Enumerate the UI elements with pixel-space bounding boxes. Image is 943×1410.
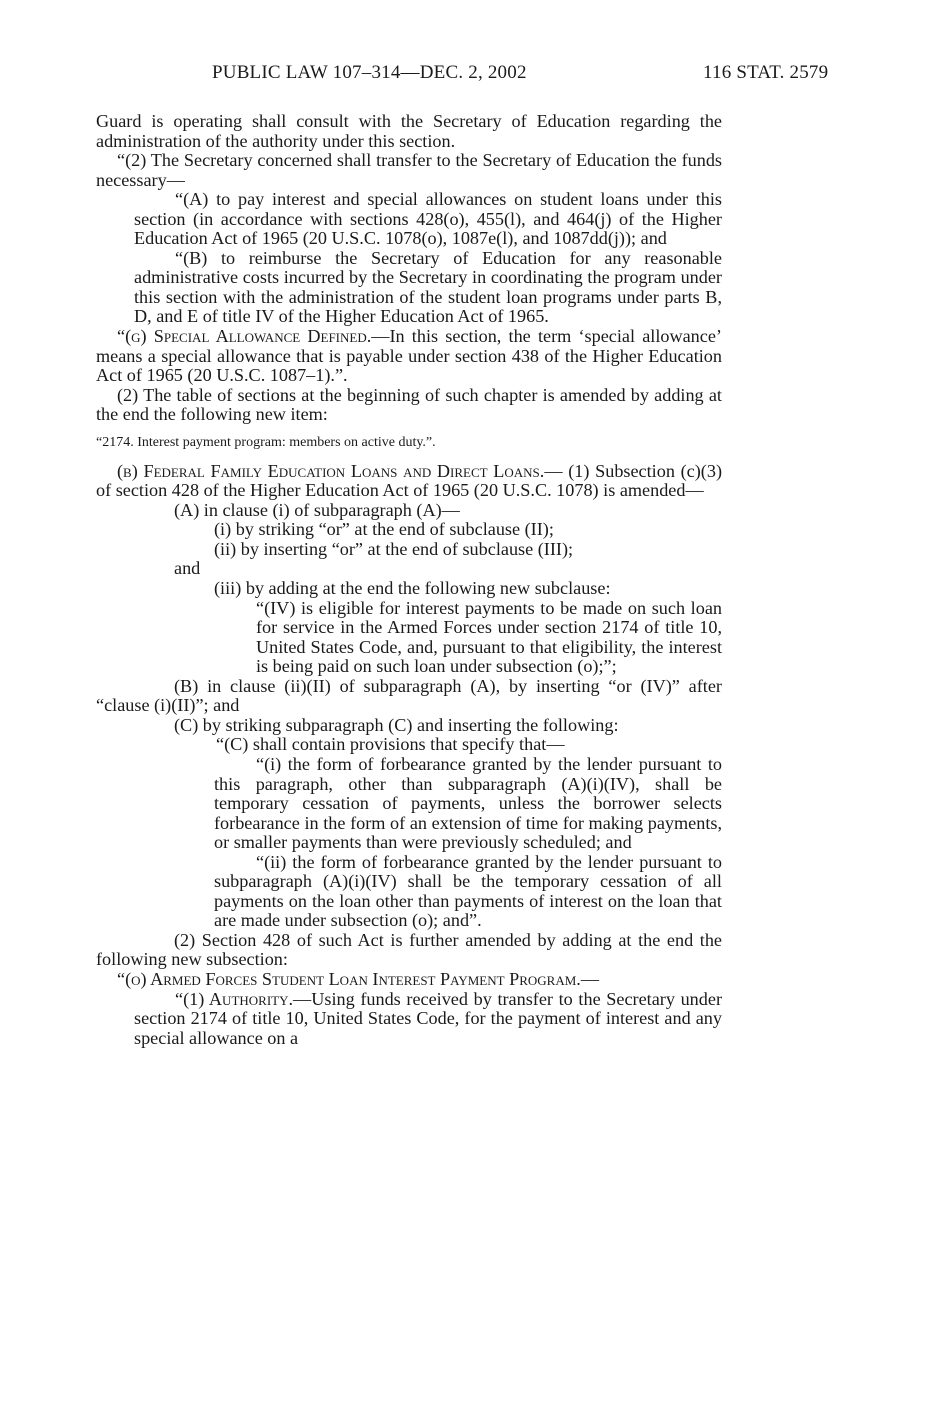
running-header xyxy=(0,62,943,88)
subparagraph-b: “(B) to reimburse the Secretary of Education for any reasonable administrative costs incurred by the Secretary in coordinating the program under this section with the administration of the student loan programs under parts B, D, and E of title IV of the Higher Education Act of 1965. xyxy=(134,247,722,327)
new-subsection-o xyxy=(96,970,722,990)
clause-a-i: (i) by striking “or” at the end of subclause (II); xyxy=(214,519,554,540)
clause-a-ii: (ii) by inserting “or” at the end of subclause (III); xyxy=(214,538,574,559)
paragraph-2: “(2) The Secretary concerned shall transfer to the Secretary of Education the funds necessary— xyxy=(96,150,722,190)
subsection-g-heading: “(g) Special Allowance Defined. xyxy=(117,326,372,347)
authority-text: —Using funds received by transfer to the Secretary under section 2174 of title 10, United States Code, for the payment of interest and any special allowance on a xyxy=(134,988,722,1048)
statute-page-number: 116 STAT. 2579 xyxy=(703,62,829,83)
paragraph-2-section-428: (2) Section 428 of such Act is further amended by adding at the end the following new subsection: xyxy=(96,929,722,970)
authority-heading: “(1) Authority. xyxy=(175,988,294,1009)
subsection-b-heading: (b) Federal Family Education Loans and Direct Loans. xyxy=(117,460,545,481)
subsection-o-dash: — xyxy=(580,968,600,989)
new-subparagraph-c: “(C) shall contain provisions that specify that— xyxy=(216,734,565,755)
law-citation: PUBLIC LAW 107–314—DEC. 2, 2002 xyxy=(212,62,527,83)
subsection-o-paragraph-1 xyxy=(96,990,722,1049)
new-subclause-iv: “(IV) is eligible for interest payments to be made on such loan for service in the Armed Forces under section 2174 of title 10, United States Code, and, pursuant to that eligibility, the interest is being paid on such loan under subsection (o);”; xyxy=(256,597,722,677)
subparagraph-a: “(A) to pay interest and special allowances on student loans under this section (in accordance with sections 428(o), 455(l), and 464(j) of the Higher Education Act of 1965 (20 U.S.C. 1078(o), 1087e(l), and 1087dd(j)); and xyxy=(134,189,722,249)
subsection-g-text: —In this section, the term ‘special allowance’ means a special allowance that is payable under section 438 of the Higher Education Act of 1965 (20 U.S.C. 1087–1).”. xyxy=(96,326,722,386)
subsection-b-text: — (1) Subsection (c)(3) of section 428 of the Higher Education Act of 1965 (20 U.S.C. 1078) is amended— xyxy=(96,460,723,501)
new-clause-ii: “(ii) the form of forbearance granted by the lender pursuant to subparagraph (A)(i)(IV) shall be the temporary cessation of all payments on the loan other than payments of interest on the loan that are made under subsection (o); and”. xyxy=(214,851,722,931)
clause-b: (B) in clause (ii)(II) of subparagraph (A), by inserting “or (IV)” after “clause (i)(II)”; and xyxy=(96,675,722,716)
clause-a: (A) in clause (i) of subparagraph (A)— xyxy=(174,499,460,520)
subsection-g xyxy=(96,327,722,386)
new-section-item: “2174. Interest payment program: members on active duty.”. xyxy=(96,434,436,450)
paragraph-continuation: Guard is operating shall consult with the Secretary of Education regarding the administration of the authority under this section. xyxy=(96,111,722,151)
table-of-sections-amendment: (2) The table of sections at the beginning of such chapter is amended by adding at the end the following new item: xyxy=(96,384,722,425)
page-body xyxy=(96,112,722,1048)
clause-a-ii-and: and xyxy=(174,558,201,579)
clause-c: (C) by striking subparagraph (C) and inserting the following: xyxy=(174,714,619,735)
subsection-b xyxy=(96,462,722,501)
new-clause-i: “(i) the form of forbearance granted by the lender pursuant to this paragraph, other than subparagraph (A)(i)(IV), shall be temporary cessation of payments, unless the borrower selects forbearance in the form of an extension of time for making payments, or smaller payments than were previously scheduled; and xyxy=(214,753,722,853)
subsection-o-heading: “(o) Armed Forces Student Loan Interest Payment Program. xyxy=(117,968,581,989)
clause-a-iii: (iii) by adding at the end the following new subclause: xyxy=(214,578,611,599)
